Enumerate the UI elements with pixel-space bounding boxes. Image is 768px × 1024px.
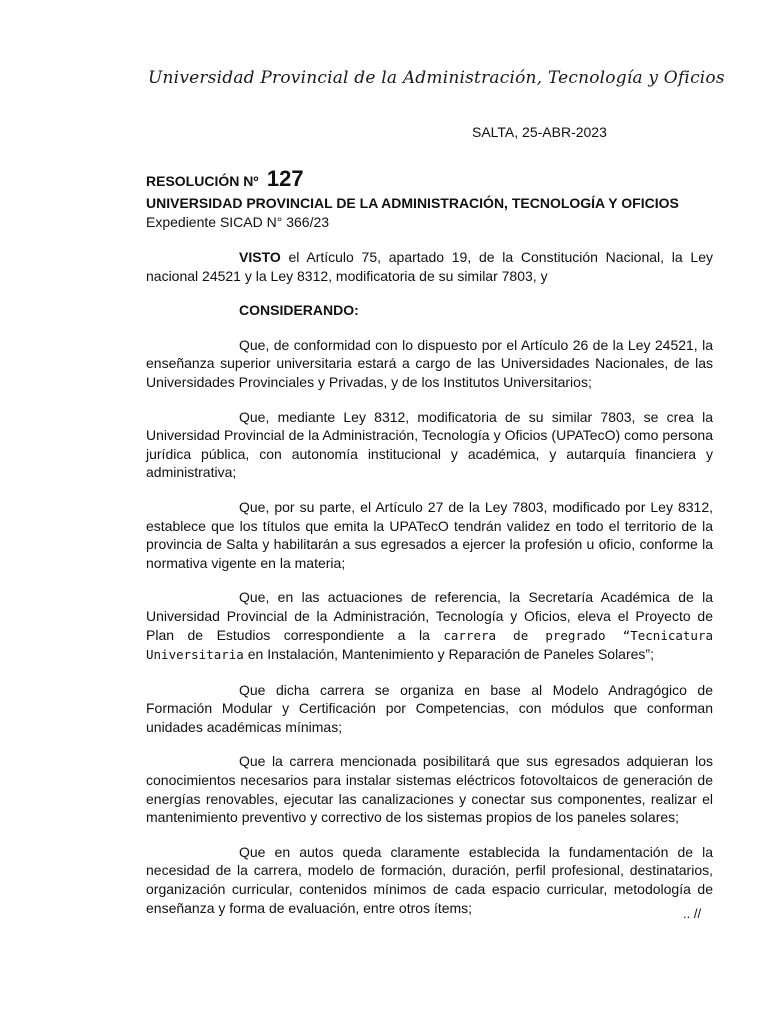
organization-title: UNIVERSIDAD PROVINCIAL DE LA ADMINISTRACIÓN, TECNOLOGÍA Y OFICIOS xyxy=(146,195,679,211)
considerando-paragraph-4 xyxy=(146,588,713,664)
visto-lead: VISTO xyxy=(239,249,281,265)
page-continuation-mark: .. // xyxy=(683,906,702,921)
paragraph-4-part-a: Que, en las actuaciones de referencia, la Secretaría Académica de la Universidad Provincial de la Administración, Tecnología y Oficios, eleva el Proyecto de Plan de Estudios correspondiente a la xyxy=(146,589,713,643)
letterhead: Universidad Provincial de la Administración, Tecnología y Oficios xyxy=(148,68,725,88)
document-body xyxy=(146,248,713,933)
resolution-label: RESOLUCIÓN Nº xyxy=(146,173,259,189)
considerando-paragraph-2: Que, mediante Ley 8312, modificatoria de su similar 7803, se crea la Universidad Provincial de la Administración, Tecnología y Oficios (UPATecO) como persona jurídica pública, con autonomía institucional y académica, y autarquía financiera y administrativa; xyxy=(146,408,713,481)
resolution-number: 127 xyxy=(266,166,304,191)
paragraph-4-part-b: en Instalación, Mantenimiento y Reparación de Paneles Solares”; xyxy=(243,646,654,663)
visto-paragraph xyxy=(146,248,713,285)
considerando-paragraph-5: Que dicha carrera se organiza en base al Modelo Andragógico de Formación Modular y Certificación por Competencias, con módulos que conforman unidades académicas mínimas; xyxy=(146,681,713,735)
paragraph-4-program-name: carrera de pregrado “Tecnicatura Universitaria xyxy=(146,627,713,663)
considerando-paragraph-3: Que, por su parte, el Artículo 27 de la Ley 7803, modificado por Ley 8312, establece que los títulos que emita la UPATecO tendrán validez en todo el territorio de la provincia de Salta y habilitarán a sus egresados a ejercer la profesión u oficio, conforme la normativa vigente en la materia; xyxy=(146,498,713,571)
resolution-heading xyxy=(146,166,304,192)
visto-text: el Artículo 75, apartado 19, de la Constitución Nacional, la Ley nacional 24521 y la Ley 8312, modificatoria de su similar 7803, y xyxy=(146,249,713,284)
considerando-heading: CONSIDERANDO: xyxy=(239,302,359,319)
expediente-reference: Expediente SICAD N° 366/23 xyxy=(146,214,330,230)
date-line: SALTA, 25-ABR-2023 xyxy=(472,124,607,140)
considerando-paragraph-1: Que, de conformidad con lo dispuesto por el Artículo 26 de la Ley 24521, la enseñanza superior universitaria estará a cargo de las Universidades Nacionales, de las Universidades Provinciales y Privadas, y de los Institutos Universitarios; xyxy=(146,336,713,390)
considerando-paragraph-7: Que en autos queda claramente establecida la fundamentación de la necesidad de la carrera, modelo de formación, duración, perfil profesional, destinatarios, organización curricular, contenidos mínimos de cada espacio curricular, metodología de enseñanza y forma de evaluación, entre otros ítems; xyxy=(146,843,713,916)
considerando-paragraph-6: Que la carrera mencionada posibilitará que sus egresados adquieran los conocimientos necesarios para instalar sistemas eléctricos fotovoltaicos de generación de energías renovables, ejecutar las canalizaciones y conectar sus componentes, realizar el mantenimiento preventivo y correctivo de los sistemas propios de los paneles solares; xyxy=(146,753,713,826)
